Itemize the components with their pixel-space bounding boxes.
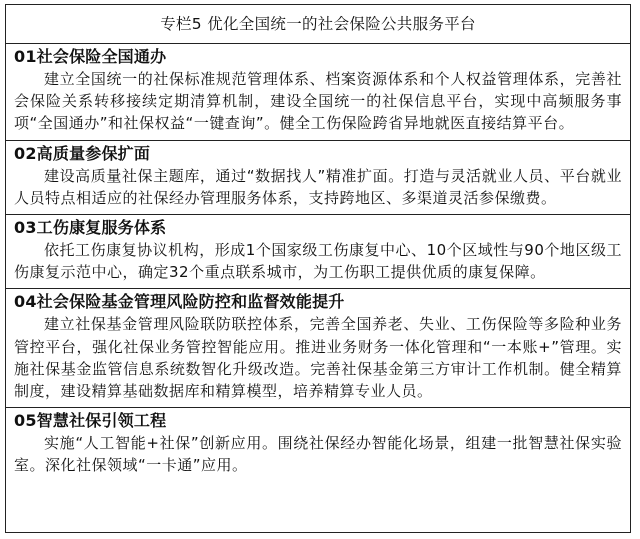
section-body: 依托工伤康复协议机构，形成1个国家级工伤康复中心、10个区域性与90个地区级工伤康复示范中心，确定32个重点联系城市，为工伤职工提供优质的康复保障。 xyxy=(14,241,622,282)
section-smart-social-security xyxy=(6,408,630,481)
section-heading: 02高质量参保扩面 xyxy=(14,143,151,163)
section-body: 建立全国统一的社保标准规范管理体系、档案资源体系和个人权益管理体系，完善社会保险关系转移接续定期清算机制，建设全国统一的社保信息平台，实现中高频服务事项“全国通办”和社保权益“一键查询”。健全工伤保险跨省异地就医直接结算平台。 xyxy=(14,70,622,133)
section-body: 实施“人工智能+社保”创新应用。围绕社保经办智能化场景，组建一批智慧社保实验室。深化社保领域“一卡通”应用。 xyxy=(14,434,622,475)
section-body: 建立社保基金管理风险联防联控体系，完善全国养老、失业、工伤保险等多险种业务管控平台，强化社保业务管控智能应用。推进业务财务一体化管理和“一本账+”管理。实施社保基金监管信息系统数智化升级改造。完善社保基金第三方审计工作机制。健全精算制度，建设精算基础数据库和精算模型，培养精算专业人员。 xyxy=(14,315,622,401)
column-title: 专栏5 优化全国统一的社会保险公共服务平台 xyxy=(6,5,630,44)
section-heading: 04社会保险基金管理风险防控和监督效能提升 xyxy=(14,292,345,312)
section-body: 建设高质量社保主题库，通过“数据找人”精准扩面。打造与灵活就业人员、平台就业人员特点相适应的社保经办管理服务体系，支持跨地区、多渠道灵活参保缴费。 xyxy=(14,166,622,207)
section-heading: 03工伤康复服务体系 xyxy=(14,218,167,238)
section-heading: 01社会保险全国通办 xyxy=(14,47,167,66)
section-heading: 05智慧社保引领工程 xyxy=(14,411,167,431)
section-social-insurance-nationwide xyxy=(6,44,630,141)
section-injury-rehab xyxy=(6,215,630,289)
section-high-quality-enrollment xyxy=(6,141,630,215)
section-fund-risk-control xyxy=(6,289,630,408)
column-box xyxy=(5,4,631,533)
